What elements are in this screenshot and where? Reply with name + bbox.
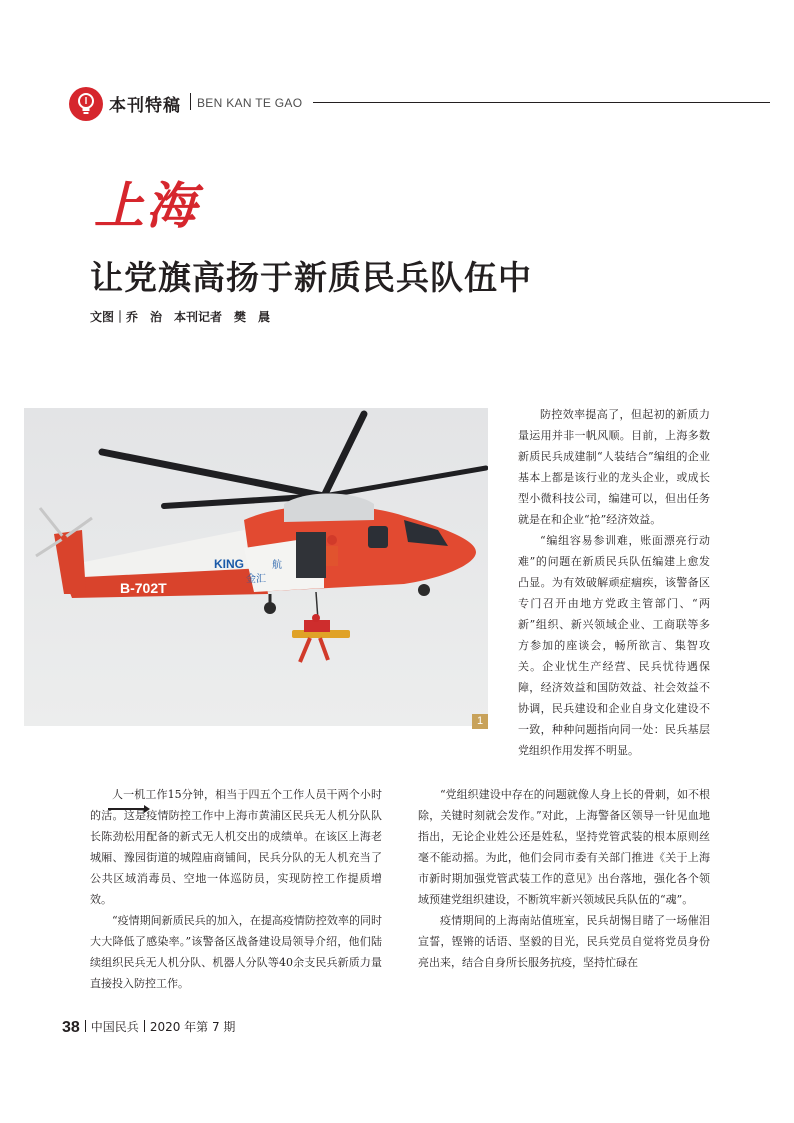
article-byline: 文图｜乔 治 本刊记者 樊 晨	[90, 310, 271, 324]
helicopter-illustration	[24, 408, 488, 726]
paragraph: “编组容易参训难，账面漂亮行动难”的问题在新质民兵队伍编建上愈发凸显。为有效破解顽症痼疾，该警备区专门召开由地方党政主管部门、“两新”组织、新兴领域企业、工商联等多方参加的座谈会，畅所欲言、集智攻关。企业忧生产经营、民兵忧待遇保障，经济效益和国防效益、社会效益不协调，民兵建设和企业自身文化建设不一致，种种问题指向同一处：民兵基层党组织作用发挥不明显。	[518, 534, 710, 757]
body-right-column	[518, 404, 710, 761]
column-name: 本刊特稿	[109, 96, 181, 116]
header-divider	[190, 93, 191, 110]
helicopter-door-label: 金汇	[246, 574, 266, 585]
article-kicker: 上海	[94, 176, 198, 235]
issue-label: 2020 年第 7 期	[149, 1020, 236, 1034]
paragraph: 防控效率提高了，但起初的新质力量运用并非一帆风顺。目前，上海多数新质民兵成建制“人装结合”编组的企业基本上都是该行业的龙头企业，或成长型小微科技公司，编建可以，但出任务就是在和企业“抢”经济效益。	[518, 408, 710, 526]
paragraph: 疫情期间的上海南站值班室，民兵胡惕目睹了一场催泪宣誓，铿锵的话语、坚毅的目光，民兵党员自觉将党员身份亮出来，结合自身所长服务抗疫，坚持忙碌在	[418, 914, 710, 969]
body-right-bottom	[418, 784, 710, 973]
page-footer	[62, 1018, 235, 1037]
magazine-name: 中国民兵	[90, 1020, 139, 1034]
paragraph: “党组织建设中存在的问题就像人身上长的骨刺，如不根除，关键时刻就会发作。”对此，上海警备区领导一针见血地指出，无论企业姓公还是姓私，坚持党管武装的根本原则丝毫不能动摇。为此，他们会同市委有关部门推进《关于上海市新时期加强党管武装工作的意见》出台落地，强化各个领域预建党组织建设，不断筑牢新兴领域民兵队伍的“魂”。	[418, 788, 710, 906]
footer-divider	[144, 1020, 145, 1032]
helicopter-registration: B-702T	[120, 580, 167, 596]
helicopter-brand: KING	[214, 557, 244, 571]
paragraph: 人一机工作15分钟，相当于四五个工作人员干两个小时的活。这是疫情防控工作中上海市黄浦区民兵无人机分队队长陈劲松用配备的新式无人机交出的成绩单。在该区上海老城厢、豫园街道的城隍庙商铺间，民兵分队的无人机充当了公共区域消毒员、空地一体巡防员，实现防控工作提质增效。	[90, 788, 382, 906]
footer-divider	[85, 1020, 86, 1032]
column-logo	[69, 87, 103, 121]
body-left-column	[90, 784, 382, 994]
helicopter-photo	[24, 408, 488, 726]
photo-number: 1	[472, 714, 488, 729]
article-title: 让党旗高扬于新质民兵队伍中	[90, 258, 532, 297]
page-number: 38	[62, 1019, 80, 1036]
paragraph: “疫情期间新质民兵的加入，在提高疫情防控效率的同时大大降低了感染率。”该警备区战备建设局领导介绍，他们陆续组织民兵无人机分队、机器人分队等40余支民兵新质力量直接投入防控工作。	[90, 914, 382, 990]
column-pinyin: BEN KAN TE GAO	[197, 96, 303, 110]
header-rule	[313, 102, 770, 103]
helicopter-cabin-label: 航	[272, 560, 282, 571]
lightbulb-icon	[69, 87, 103, 121]
